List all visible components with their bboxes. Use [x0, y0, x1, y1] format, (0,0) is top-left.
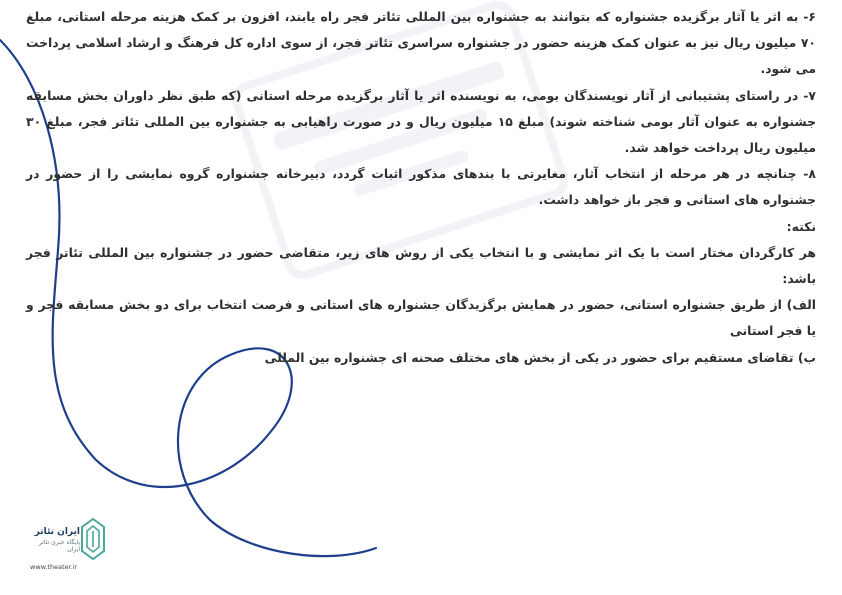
document-body	[26, 4, 816, 371]
logo-title: ایران تئاتر	[34, 527, 80, 537]
paragraph-item-8: ۸- چنانچه در هر مرحله از انتخاب آثار، مغایرتی با بندهای مذکور اثبات گردد، دبیرخانه جشنواره گروه نمایشی را از حضور در جشنواره های استانی و فجر باز خواهد داشت.	[26, 166, 816, 208]
option-a: الف) از طریق جشنواره استانی، حضور در همایش برگزیدگان جشنواره های استانی و فرصت انتخاب برای دو بخش مسابقه فجر و یا فجر استانی	[26, 297, 816, 339]
iran-theater-logo	[28, 515, 108, 575]
logo-url: www.theater.ir	[30, 563, 78, 571]
paragraph-item-6: ۶- به اثر یا آثار برگزیده جشنواره که بتوانند به جشنواره بین المللی تئاتر فجر راه یابند، افزون بر کمک هزینه مرحله استانی، مبلغ ۷۰ میلیون ریال نیز به عنوان کمک هزینه حضور در جشنواره سراسری تئاتر فجر، از سوی اداره کل فرهنگ و ارشاد اسلامی پرداخت می شود.	[26, 9, 816, 77]
theater-emblem-icon	[80, 517, 106, 561]
note-title: نکته:	[786, 218, 816, 234]
paragraph-item-7: ۷- در راستای پشتیبانی از آثار نویسندگان بومی، به نویسنده اثر یا آثار برگزیده مرحله استانی (که طبق نظر داوران بخش مسابقه جشنواره به عنوان آثار بومی شناخته شوند) مبلغ ۱۵ میلیون ریال و در صورت راهیابی به جشنواره بین المللی تئاتر فجر، مبلغ ۳۰ میلیون ریال پرداخت خواهد شد.	[26, 87, 816, 156]
option-b: ب) تقاضای مستقیم برای حضور در یکی از بخش های مختلف صحنه ای جشنواره بین المللی	[264, 349, 816, 365]
note-text: هر کارگردان مختار است با یک اثر نمایشی و با انتخاب یکی از روش های زیر، متقاضی حضور در جشنواره بین المللی تئاتر فجر باشد:	[26, 244, 816, 287]
logo-subtitle: پایگاه خبری تئاتر ایران	[38, 539, 80, 553]
